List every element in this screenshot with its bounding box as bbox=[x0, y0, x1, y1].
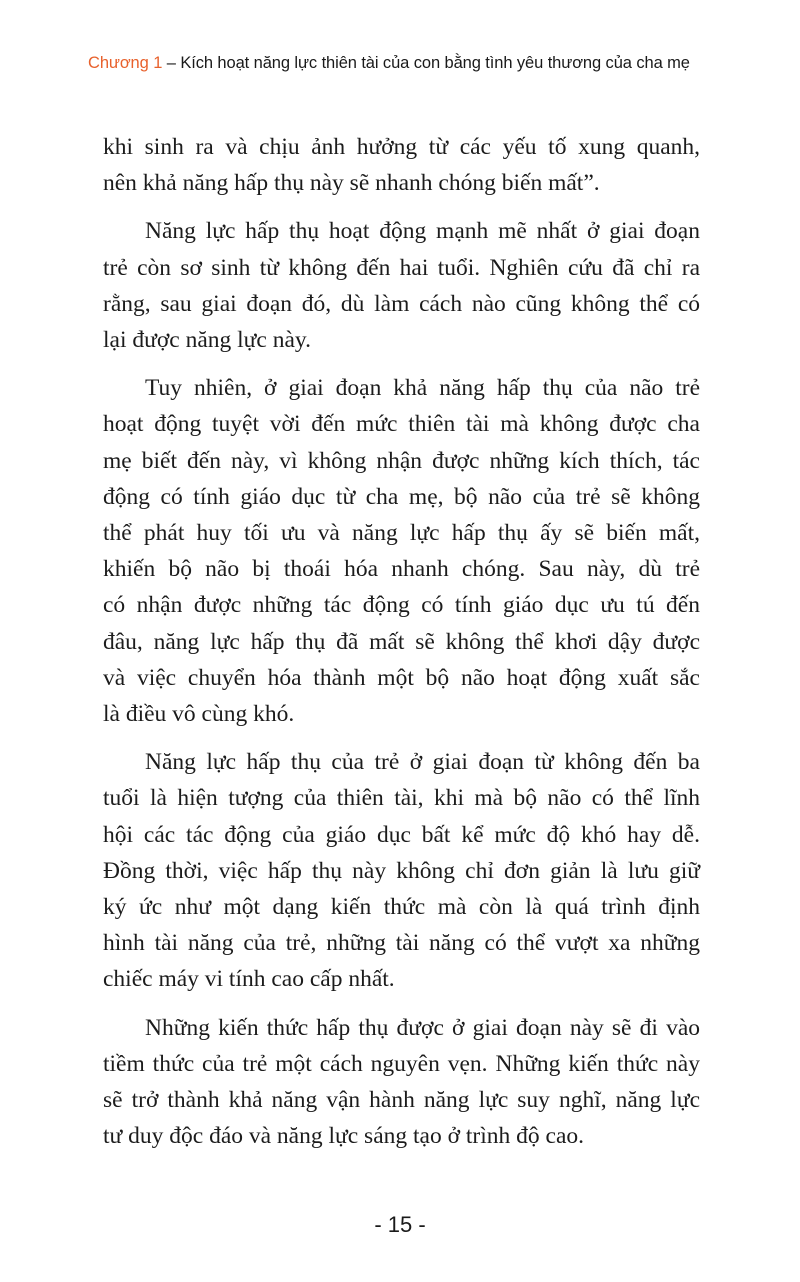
text-line: là điều vô cùng khó. bbox=[103, 701, 295, 728]
text-line: đâu, năng lực hấp thụ đã mất sẽ không thể khơi dậy được bbox=[103, 628, 700, 655]
text-line: hoạt động tuyệt vời đến mức thiên tài mà không được cha bbox=[103, 411, 700, 438]
text-line: Năng lực hấp thụ của trẻ ở giai đoạn từ không đến ba bbox=[145, 749, 700, 776]
text-line: có nhận được những tác động có tính giáo dục ưu tú đến bbox=[103, 592, 700, 619]
text-line: tiềm thức của trẻ một cách nguyên vẹn. Những kiến thức này bbox=[103, 1050, 700, 1077]
text-line: sẽ trở thành khả năng vận hành năng lực suy nghĩ, năng lực bbox=[103, 1087, 700, 1114]
text-line: Năng lực hấp thụ hoạt động mạnh mẽ nhất ở giai đoạn bbox=[145, 218, 700, 245]
paragraph-1 bbox=[103, 129, 700, 201]
text-line: mẹ biết đến này, vì không nhận được những kích thích, tác bbox=[103, 447, 700, 474]
text-line: tuổi là hiện tượng của thiên tài, khi mà bộ não có thể lĩnh bbox=[103, 785, 700, 812]
text-line: lại được năng lực này. bbox=[103, 327, 311, 354]
text-line: tư duy độc đáo và năng lực sáng tạo ở trình độ cao. bbox=[103, 1123, 585, 1150]
paragraph-4 bbox=[103, 744, 700, 997]
text-line: Tuy nhiên, ở giai đoạn khả năng hấp thụ của não trẻ bbox=[145, 375, 700, 402]
text-line: khiến bộ não bị thoái hóa nhanh chóng. Sau này, dù trẻ bbox=[103, 556, 700, 583]
text-line: hội các tác động của giáo dục bất kể mức độ khó hay dễ. bbox=[103, 821, 700, 848]
chapter-title: Kích hoạt năng lực thiên tài của con bằng tình yêu thương của cha mẹ bbox=[180, 54, 690, 72]
text-line: Đồng thời, việc hấp thụ này không chỉ đơn giản là lưu giữ bbox=[103, 857, 700, 884]
text-line: thể phát huy tối ưu và năng lực hấp thụ ấy sẽ biến mất, bbox=[103, 520, 700, 547]
paragraph-3 bbox=[103, 370, 700, 732]
text-line: khi sinh ra và chịu ảnh hưởng từ các yếu tố xung quanh, bbox=[103, 134, 700, 160]
paragraph-2 bbox=[103, 213, 700, 358]
page-body bbox=[103, 129, 700, 1166]
text-line: và việc chuyển hóa thành một bộ não hoạt động xuất sắc bbox=[103, 664, 700, 691]
text-line: chiếc máy vi tính cao cấp nhất. bbox=[103, 966, 395, 993]
text-line: nên khả năng hấp thụ này sẽ nhanh chóng biến mất”. bbox=[103, 170, 600, 197]
text-line: hình tài năng của trẻ, những tài năng có thể vượt xa những bbox=[103, 930, 700, 957]
text-line: Những kiến thức hấp thụ được ở giai đoạn này sẽ đi vào bbox=[145, 1014, 700, 1041]
text-line: rằng, sau giai đoạn đó, dù làm cách nào cũng không thể có bbox=[103, 290, 700, 317]
paragraph-5 bbox=[103, 1010, 700, 1155]
text-line: trẻ còn sơ sinh từ không đến hai tuổi. Nghiên cứu đã chỉ ra bbox=[103, 254, 700, 281]
text-line: ký ức như một dạng kiến thức mà còn là quá trình định bbox=[103, 894, 700, 921]
header-separator: – bbox=[162, 54, 181, 72]
text-line: động có tính giáo dục từ cha mẹ, bộ não của trẻ sẽ không bbox=[103, 483, 700, 510]
chapter-label: Chương 1 bbox=[88, 54, 163, 72]
running-header bbox=[88, 54, 728, 73]
page-number: - 15 - bbox=[374, 1212, 426, 1237]
